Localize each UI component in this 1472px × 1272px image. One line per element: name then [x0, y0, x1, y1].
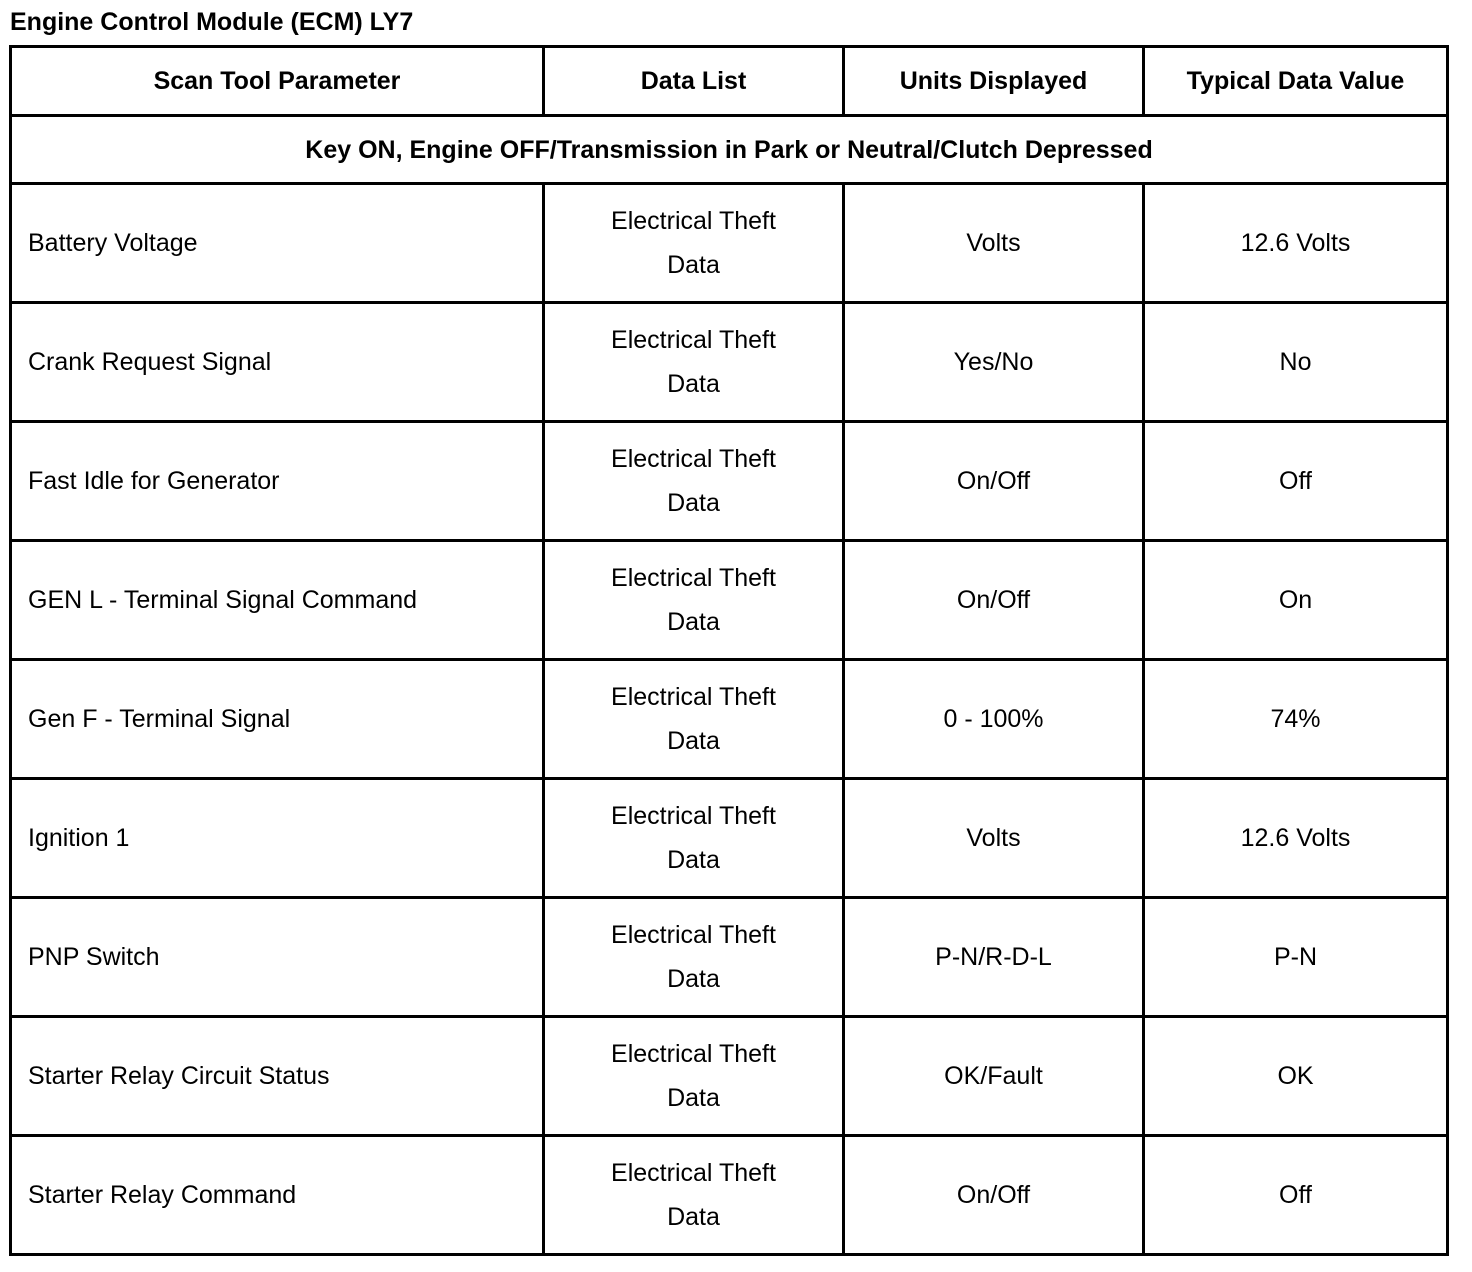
data-list-line: Electrical Theft — [611, 802, 776, 830]
data-list-cell — [544, 1017, 844, 1136]
parameter-cell: GEN L - Terminal Signal Command — [11, 541, 544, 660]
data-list-line: Electrical Theft — [611, 326, 776, 354]
parameter-cell: Starter Relay Circuit Status — [11, 1017, 544, 1136]
data-list-line: Electrical Theft — [611, 207, 776, 235]
data-list-line: Data — [667, 251, 720, 279]
data-list-line: Data — [667, 608, 720, 636]
typical-value-cell: 74% — [1144, 660, 1448, 779]
column-header-units-displayed: Units Displayed — [844, 47, 1144, 116]
typical-value-cell: 12.6 Volts — [1144, 184, 1448, 303]
data-list-cell — [544, 1136, 844, 1255]
parameter-cell: Fast Idle for Generator — [11, 422, 544, 541]
data-list-cell — [544, 660, 844, 779]
units-cell: On/Off — [844, 541, 1144, 660]
parameter-cell: Battery Voltage — [11, 184, 544, 303]
typical-value-cell: Off — [1144, 422, 1448, 541]
parameter-cell: Starter Relay Command — [11, 1136, 544, 1255]
data-list-line: Data — [667, 965, 720, 993]
table-row — [11, 898, 1448, 1017]
typical-value-cell: P-N — [1144, 898, 1448, 1017]
typical-value-cell: Off — [1144, 1136, 1448, 1255]
data-list-line: Data — [667, 1203, 720, 1231]
data-list-line: Data — [667, 489, 720, 517]
parameter-cell: PNP Switch — [11, 898, 544, 1017]
data-list-line: Electrical Theft — [611, 1159, 776, 1187]
units-cell: Volts — [844, 184, 1144, 303]
table-row — [11, 303, 1448, 422]
units-cell: Volts — [844, 779, 1144, 898]
data-list-line: Electrical Theft — [611, 445, 776, 473]
table-row — [11, 779, 1448, 898]
units-cell: On/Off — [844, 1136, 1144, 1255]
table-row — [11, 660, 1448, 779]
data-list-line: Electrical Theft — [611, 1040, 776, 1068]
units-cell: OK/Fault — [844, 1017, 1144, 1136]
parameter-cell: Gen F - Terminal Signal — [11, 660, 544, 779]
data-list-cell — [544, 422, 844, 541]
parameter-cell: Crank Request Signal — [11, 303, 544, 422]
typical-value-cell: 12.6 Volts — [1144, 779, 1448, 898]
table-row — [11, 422, 1448, 541]
document-title: Engine Control Module (ECM) LY7 — [10, 8, 414, 36]
units-cell: 0 - 100% — [844, 660, 1144, 779]
column-header-scan-tool-parameter: Scan Tool Parameter — [11, 47, 544, 116]
data-list-cell — [544, 184, 844, 303]
scan-tool-data-table — [9, 45, 1449, 1256]
units-cell: On/Off — [844, 422, 1144, 541]
units-cell: P-N/R-D-L — [844, 898, 1144, 1017]
typical-value-cell: On — [1144, 541, 1448, 660]
data-list-line: Data — [667, 1084, 720, 1112]
section-header-row — [11, 116, 1448, 184]
data-list-cell — [544, 303, 844, 422]
data-list-line: Electrical Theft — [611, 564, 776, 592]
table-row — [11, 184, 1448, 303]
table-row — [11, 1136, 1448, 1255]
parameter-cell: Ignition 1 — [11, 779, 544, 898]
section-label: Key ON, Engine OFF/Transmission in Park or Neutral/Clutch Depressed — [11, 116, 1448, 184]
column-header-data-list: Data List — [544, 47, 844, 116]
units-cell: Yes/No — [844, 303, 1144, 422]
data-list-line: Electrical Theft — [611, 683, 776, 711]
data-list-cell — [544, 779, 844, 898]
data-list-line: Data — [667, 727, 720, 755]
table-row — [11, 1017, 1448, 1136]
data-list-line: Electrical Theft — [611, 921, 776, 949]
data-list-cell — [544, 898, 844, 1017]
column-header-typical-data-value: Typical Data Value — [1144, 47, 1448, 116]
table-header-row — [11, 47, 1448, 116]
typical-value-cell: No — [1144, 303, 1448, 422]
data-list-line: Data — [667, 846, 720, 874]
data-list-cell — [544, 541, 844, 660]
data-list-line: Data — [667, 370, 720, 398]
typical-value-cell: OK — [1144, 1017, 1448, 1136]
table-row — [11, 541, 1448, 660]
